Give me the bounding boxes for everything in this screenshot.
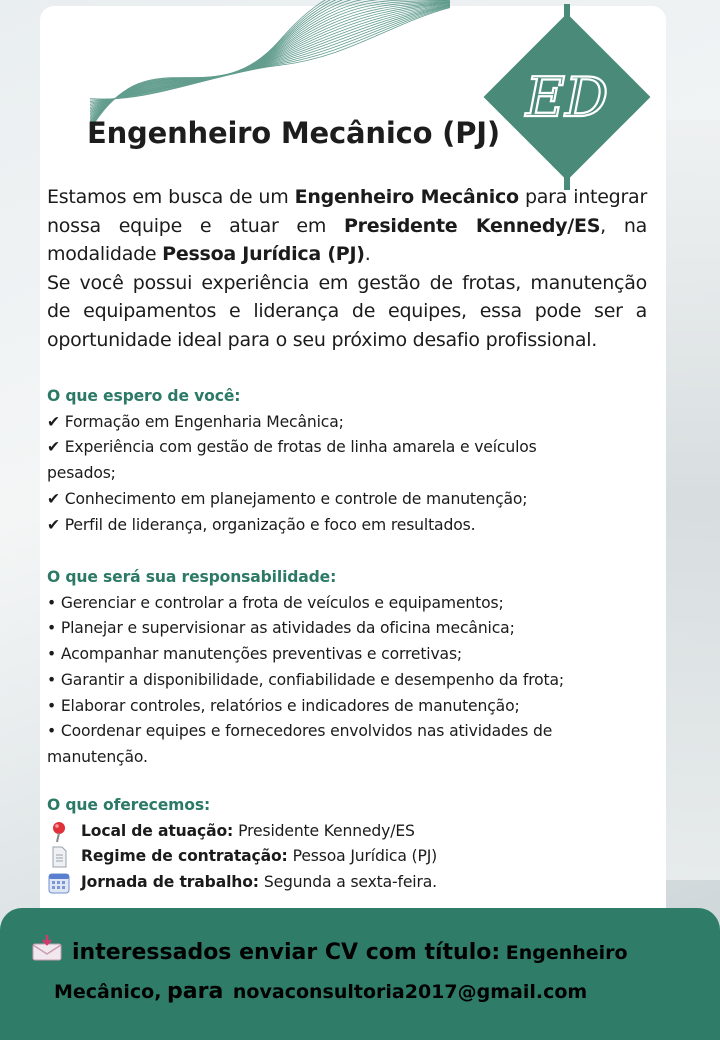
intro-location: Presidente Kennedy/ES (343, 214, 601, 237)
offer-value: Segunda a sexta-feira. (263, 873, 437, 892)
expect-section (47, 384, 662, 538)
logo-letters: ED (525, 66, 609, 129)
intro-text (47, 183, 647, 354)
banner-job-title: Engenheiro (505, 942, 628, 964)
offer-item-schedule (47, 870, 662, 896)
list-item: ✔ Perfil de liderança, organização e foco em resultados. (47, 515, 476, 534)
list-item: ✔ Formação em Engenharia Mecânica; (47, 412, 344, 431)
offer-label: Regime de contratação: (81, 847, 288, 866)
responsibilities-section (47, 565, 662, 771)
offer-item-location (47, 819, 662, 845)
list-item: • Garantir a disponibilidade, confiabilidade e desempenho da frota; (47, 670, 565, 689)
list-item: • Gerenciar e controlar a frota de veículos e equipamentos; (47, 593, 504, 612)
banner-line-1 (32, 935, 692, 974)
logo-icon (478, 4, 656, 190)
banner-para: para (167, 979, 224, 1004)
offer-title: O que oferecemos: (47, 796, 211, 814)
intro-paragraph-2: Se você possui experiência em gestão de frotas, manutenção de equipamentos e liderança de equipes, essa pode ser a oportunidade ideal para o seu próximo desafio profissional. (47, 271, 647, 351)
offer-value: Pessoa Jurídica (PJ) (292, 847, 438, 866)
document-icon (47, 846, 71, 868)
intro-text-part: . (364, 243, 371, 265)
list-item: • Coordenar equipes e fornecedores envolvidos nas atividades de manutenção. (47, 722, 553, 766)
banner-line-2 (32, 974, 692, 1011)
list-item: • Planejar e supervisionar as atividades da oficina mecânica; (47, 619, 515, 638)
page-title: Engenheiro Mecânico (PJ) (87, 116, 500, 150)
intro-paragraph-1 (47, 183, 647, 269)
list-item: • Elaborar controles, relatórios e indicadores de manutenção; (47, 696, 520, 715)
contact-email-link[interactable]: novaconsultoria2017@gmail.com (232, 981, 588, 1003)
banner-instruction: interessados enviar CV com título: (72, 940, 501, 965)
contact-banner-text (32, 935, 692, 1011)
wave-line (90, 1, 450, 115)
responsibilities-title: O que será sua responsabilidade: (47, 568, 337, 586)
intro-role: Engenheiro Mecânico (294, 186, 519, 208)
background-blur (660, 120, 720, 880)
pin-icon (47, 821, 71, 843)
list-item: ✔ Conhecimento em planejamento e controle de manutenção; (47, 489, 528, 508)
offer-item-regime (47, 844, 662, 870)
offer-label: Local de atuação: (81, 821, 234, 840)
intro-text-part: para integrar nossa equipe e atuar em (47, 186, 648, 237)
envelope-icon (32, 935, 62, 974)
list-item: ✔ Experiência com gestão de frotas de linha amarela e veículos pesados; (47, 438, 537, 483)
offer-value: Presidente Kennedy/ES (238, 821, 415, 840)
intro-text-part: , na modalidade (47, 214, 648, 265)
intro-text-part: Estamos em busca de um (47, 186, 295, 208)
calendar-icon (47, 872, 71, 894)
banner-job-title-cont: Mecânico, (54, 981, 162, 1003)
intro-modality: Pessoa Jurídica (PJ) (162, 243, 365, 265)
list-item: • Acompanhar manutenções preventivas e corretivas; (47, 645, 463, 664)
offer-label: Jornada de trabalho: (81, 873, 259, 892)
offer-section (47, 793, 662, 896)
expect-title: O que espero de você: (47, 387, 241, 405)
